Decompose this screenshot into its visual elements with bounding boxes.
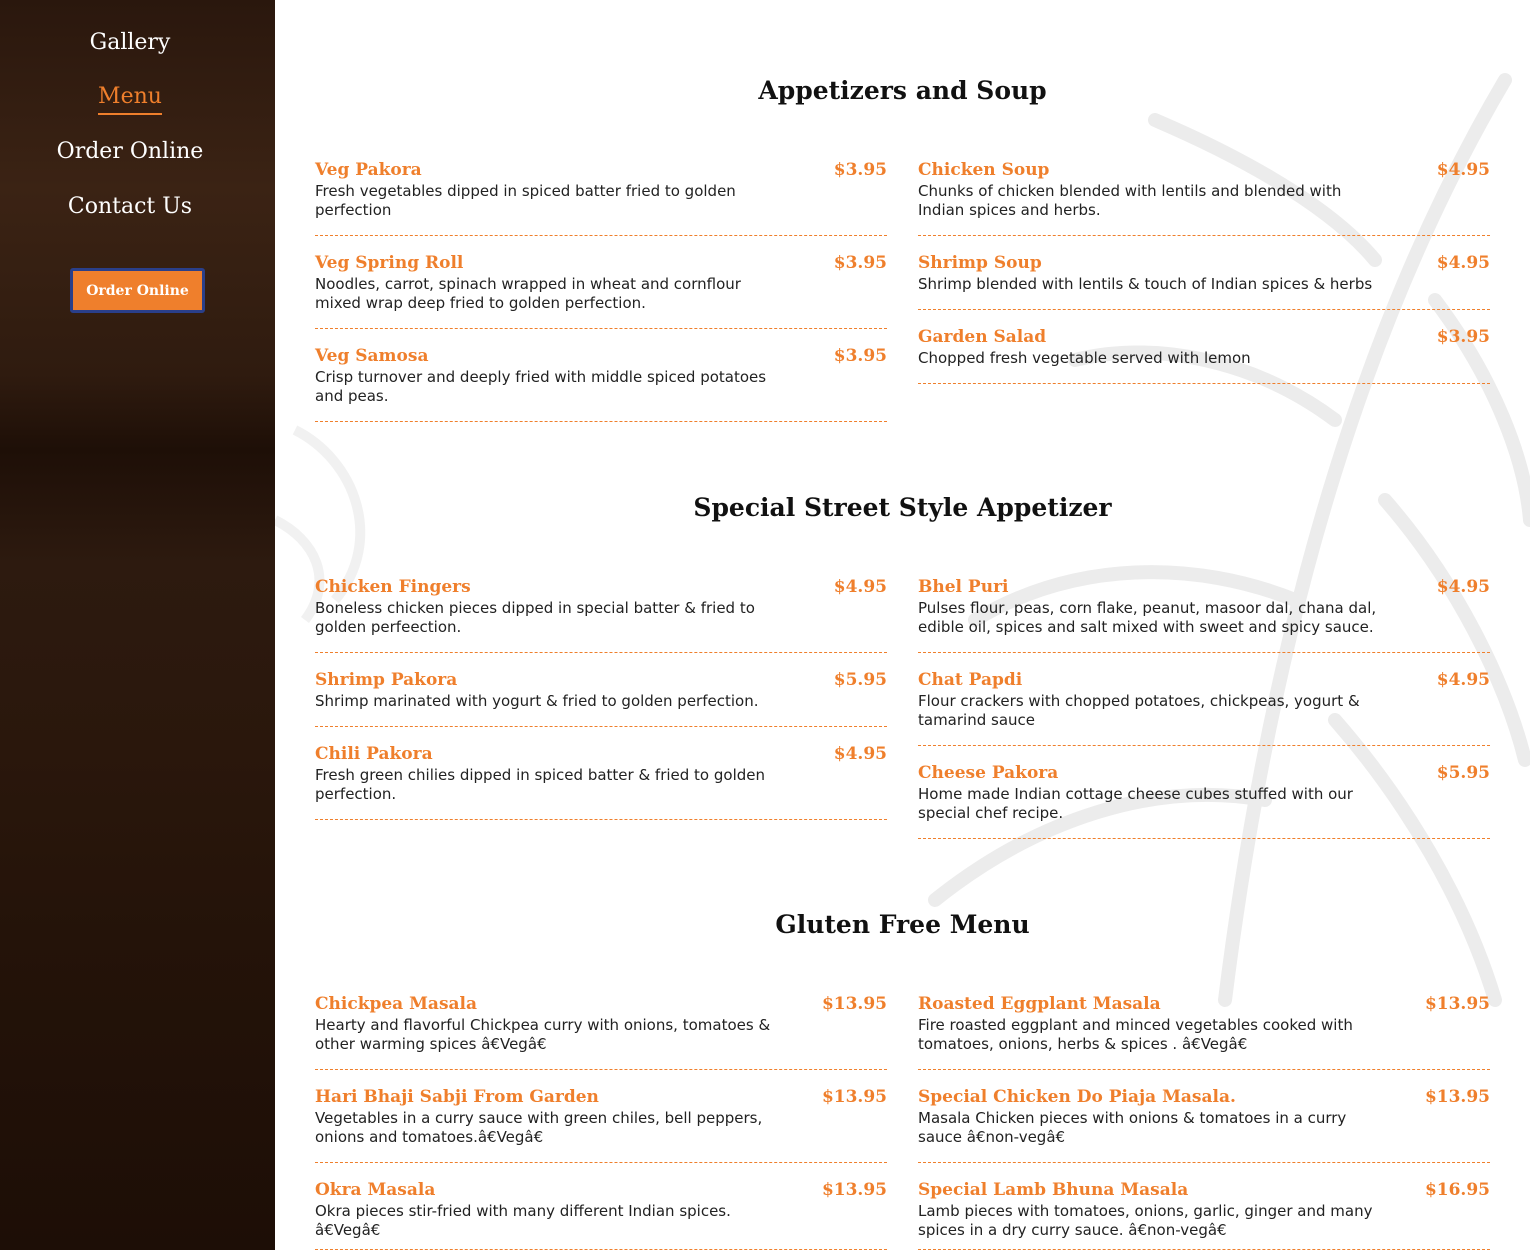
section-title-gluten-free: Gluten Free Menu (775, 910, 1030, 939)
item-price: $16.95 (1424, 1180, 1490, 1200)
item-name: Veg Samosa (315, 346, 429, 366)
menu-item (918, 253, 1490, 310)
item-name: Veg Spring Roll (315, 253, 464, 273)
item-description: Hearty and flavorful Chickpea curry with onions, tomatoes & other warming spices â€Vegâ€ (315, 1016, 771, 1053)
menu-item (918, 1087, 1490, 1163)
menu-item (315, 1087, 887, 1163)
item-name: Chickpea Masala (315, 994, 478, 1014)
item-description: Crisp turnover and deeply fried with middle spiced potatoes and peas. (315, 368, 767, 405)
nav-order-online[interactable]: Order Online (56, 139, 204, 164)
item-description: Shrimp marinated with yogurt & fried to golden perfection. (315, 692, 759, 710)
item-name: Roasted Eggplant Masala (918, 994, 1161, 1014)
item-name: Okra Masala (315, 1180, 436, 1200)
item-description: Fresh vegetables dipped in spiced batter fried to golden perfection (315, 182, 736, 219)
item-name: Special Lamb Bhuna Masala (918, 1180, 1189, 1200)
item-description: Masala Chicken pieces with onions & tomatoes in a curry sauce â€non-vegâ€ (918, 1109, 1347, 1146)
item-description: Flour crackers with chopped potatoes, chickpeas, yogurt & tamarind sauce (918, 692, 1360, 729)
item-description: Boneless chicken pieces dipped in special batter & fried to golden perfeection. (315, 599, 755, 636)
item-price: $5.95 (1436, 763, 1490, 783)
item-price: $5.95 (833, 670, 887, 690)
menu-item (315, 744, 887, 820)
menu-item (315, 1180, 887, 1250)
item-price: $4.95 (1436, 670, 1490, 690)
menu-item (918, 577, 1490, 653)
item-name: Chicken Fingers (315, 577, 471, 597)
item-price: $3.95 (833, 253, 887, 273)
nav-menu[interactable] (0, 84, 260, 109)
item-price: $3.95 (833, 346, 887, 366)
item-name: Shrimp Soup (918, 253, 1042, 273)
item-name: Garden Salad (918, 327, 1047, 347)
item-price: $13.95 (821, 994, 887, 1014)
item-description: Fire roasted eggplant and minced vegetables cooked with tomatoes, onions, herbs & spices . â€Vegâ€ (918, 1016, 1353, 1053)
item-name: Veg Pakora (315, 160, 422, 180)
item-name: Chili Pakora (315, 744, 433, 764)
section-title-appetizers: Appetizers and Soup (758, 76, 1047, 105)
item-price: $4.95 (1436, 253, 1490, 273)
item-description: Vegetables in a curry sauce with green chiles, bell peppers, onions and tomatoes.â€Vegâ€ (315, 1109, 763, 1146)
sidebar (0, 0, 275, 1250)
menu-item (315, 346, 887, 422)
item-description: Home made Indian cottage cheese cubes stuffed with our special chef recipe. (918, 785, 1353, 822)
item-price: $13.95 (821, 1180, 887, 1200)
item-price: $13.95 (1424, 1087, 1490, 1107)
menu-item (315, 160, 887, 236)
menu-item (918, 994, 1490, 1070)
item-price: $13.95 (821, 1087, 887, 1107)
menu-item (315, 994, 887, 1070)
item-price: $4.95 (1436, 577, 1490, 597)
item-description: Chunks of chicken blended with lentils and blended with Indian spices and herbs. (918, 182, 1342, 219)
nav-menu-label: Menu (98, 84, 162, 115)
nav-gallery[interactable]: Gallery (89, 30, 171, 55)
menu-item (918, 763, 1490, 839)
menu-content (275, 0, 1530, 1250)
item-description: Okra pieces stir-fried with many different Indian spices. â€Vegâ€ (315, 1202, 731, 1239)
item-description: Shrimp blended with lentils & touch of Indian spices & herbs (918, 275, 1373, 293)
item-price: $13.95 (1424, 994, 1490, 1014)
section-title-street-style: Special Street Style Appetizer (693, 493, 1112, 522)
item-price: $3.95 (1436, 327, 1490, 347)
item-description: Fresh green chilies dipped in spiced batter & fried to golden perfection. (315, 766, 765, 803)
item-name: Chat Papdi (918, 670, 1023, 690)
item-description: Noodles, carrot, spinach wrapped in wheat and cornflour mixed wrap deep fried to golden perfection. (315, 275, 741, 312)
menu-item (315, 253, 887, 329)
item-price: $4.95 (833, 744, 887, 764)
menu-item (315, 670, 887, 727)
item-description: Lamb pieces with tomatoes, onions, garlic, ginger and many spices in a dry curry sauce. â€non-vegâ€ (918, 1202, 1373, 1239)
item-name: Cheese Pakora (918, 763, 1059, 783)
menu-item (315, 577, 887, 653)
menu-item (918, 327, 1490, 384)
item-description: Pulses flour, peas, corn flake, peanut, masoor dal, chana dal, edible oil, spices and salt mixed with sweet and spicy sauce. (918, 599, 1377, 636)
menu-item (918, 670, 1490, 746)
nav-contact-us[interactable]: Contact Us (67, 194, 193, 219)
item-description: Chopped fresh vegetable served with lemon (918, 349, 1251, 367)
item-price: $4.95 (1436, 160, 1490, 180)
item-name: Bhel Puri (918, 577, 1009, 597)
item-name: Special Chicken Do Piaja Masala. (918, 1087, 1236, 1107)
menu-item (918, 1180, 1490, 1250)
item-price: $3.95 (833, 160, 887, 180)
menu-item (918, 160, 1490, 236)
item-name: Chicken Soup (918, 160, 1050, 180)
item-name: Hari Bhaji Sabji From Garden (315, 1087, 599, 1107)
item-price: $4.95 (833, 577, 887, 597)
item-name: Shrimp Pakora (315, 670, 458, 690)
order-online-button[interactable]: Order Online (70, 268, 205, 313)
